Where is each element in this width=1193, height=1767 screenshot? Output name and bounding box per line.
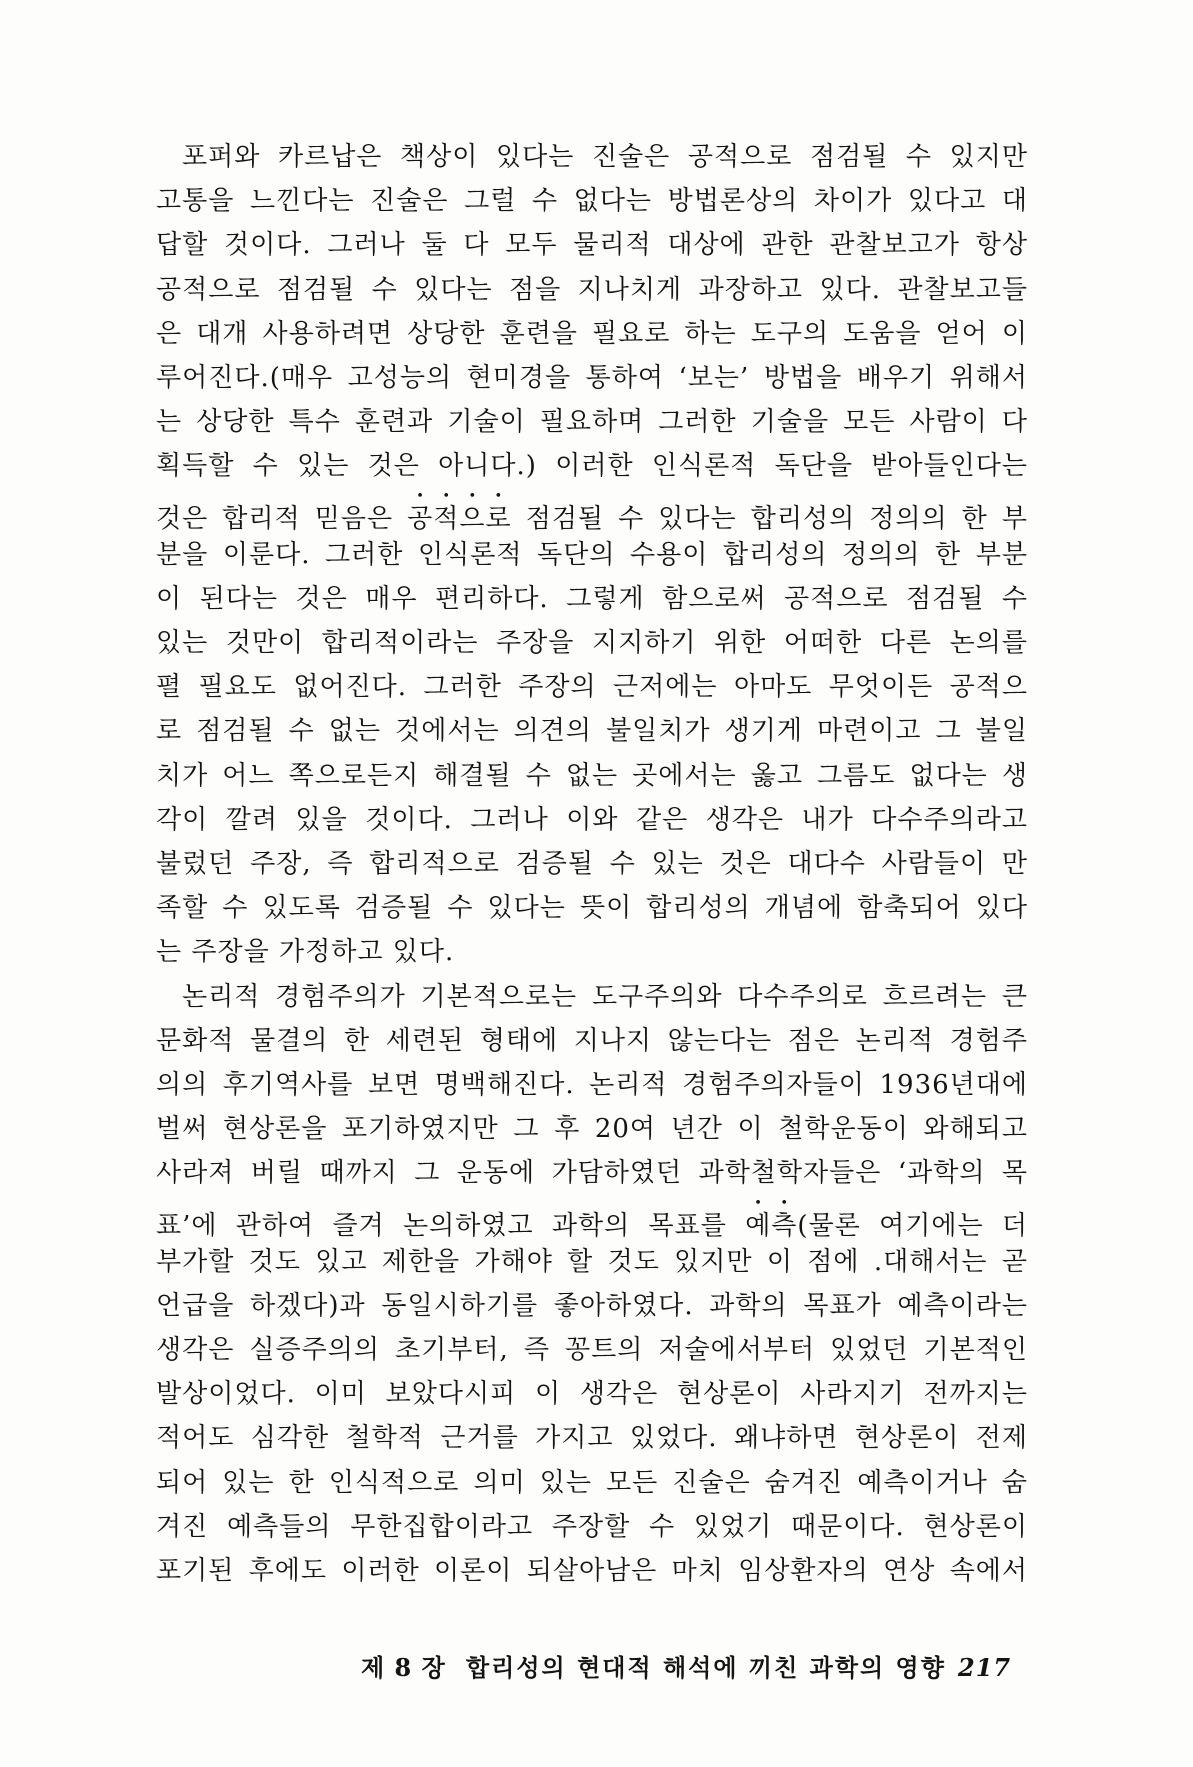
chapter-label: 제 8 장	[361, 1653, 446, 1682]
text-line: 발상이었다. 이미 보았다시피 이 생각은 현상론이 사라지기 전까지는	[156, 1379, 1028, 1410]
text-line: 족할 수 있도록 검증될 수 있다는 뜻이 합리성의 개념에 함축되어 있다	[156, 893, 1028, 924]
text-line: 불렀던 주장, 즉 합리적으로 검증될 수 있는 것은 대다수 사람들이 만	[156, 849, 1028, 879]
body-text	[156, 135, 1028, 1593]
text-line: 되어 있는 한 인식적으로 의미 있는 모든 진술은 숨겨진 예측이거나 숨	[156, 1467, 1028, 1498]
text-line: 벌써 현상론을 포기하였지만 그 후 20여 년간 이 철학운동이 와해되고	[156, 1114, 1028, 1145]
text-line: 공적으로 점검될 수 있다는 점을 지나치게 과장하고 있다. 관찰보고들	[156, 274, 1028, 305]
text-line: 있는 것만이 합리적이라는 주장을 지지하기 위한 어떠한 다른 논의를	[156, 628, 1028, 659]
emphasized-text: 예측	[745, 1210, 798, 1241]
text-line: 펼 필요도 없어진다. 그러한 주장의 근저에는 아마도 무엇이든 공적으	[156, 672, 1028, 703]
text-line: 각이 깔려 있을 것이다. 그러나 이와 같은 생각은 내가 다수주의라고	[156, 804, 1028, 835]
text-line: 언급을 하겠다)과 동일시하기를 좋아하였다. 과학의 목표가 예측이라는	[156, 1290, 1028, 1321]
text-line: 의의 후기역사를 보면 명백해진다. 논리적 경험주의자들이 1936년대에	[156, 1069, 1028, 1100]
page-number: 217	[958, 1653, 1012, 1682]
text-line: 는 주장을 가정하고 있다.	[156, 937, 455, 968]
text-line: 생각은 실증주의의 초기부터, 즉 꽁트의 저술에서부터 있었던 기본적인	[156, 1335, 1028, 1366]
text-line: 포퍼와 카르납은 책상이 있다는 진술은 공적으로 점검될 수 있지만	[182, 142, 1028, 172]
text-line: 겨진 예측들의 무한집합이라고 주장할 수 있었기 때문이다. 현상론이	[156, 1511, 1028, 1542]
text-line: 답할 것이다. 그러나 둘 다 모두 물리적 대상에 관한 관찰보고가 항상	[156, 230, 1028, 261]
text-line: 사라져 버릴 때까지 그 운동에 가담하였던 과학철학자들은 ‘과학의 목	[156, 1158, 1028, 1189]
emphasized-text: 공적으로	[407, 503, 512, 534]
text-line: 분을 이룬다. 그러한 인식론적 독단의 수용이 합리성의 정의의 한 부분	[156, 539, 1028, 570]
text-line: 획득할 수 있는 것은 아니다.) 이러한 인식론적 독단을 받아들인다는	[156, 451, 1028, 482]
text-line: 로 점검될 수 없는 것에서는 의견의 불일치가 생기게 마련이고 그 불일	[156, 716, 1028, 747]
text-line: 문화적 물결의 한 세련된 형태에 지나지 않는다는 점은 논리적 경험주	[156, 1025, 1028, 1056]
text-segment: (물론 여기에는 더	[797, 1210, 1028, 1241]
chapter-title: 합리성의 현대적 해석에 끼친 과학의 영향	[466, 1653, 946, 1682]
text-line: 루어진다.(매우 고성능의 현미경을 통하여 ‘보는’ 방법을 배우기 위해서	[156, 362, 1028, 393]
text-line: 고통을 느낀다는 진술은 그럴 수 없다는 방법론상의 차이가 있다고 대	[156, 186, 1028, 217]
text-segment: 것은 합리적 믿음은	[156, 503, 408, 534]
text-segment: 점검될 수 있다는 합리성의 정의의 한 부	[511, 503, 1028, 534]
text-line: 이 된다는 것은 매우 편리하다. 그렇게 함으로써 공적으로 점검될 수	[156, 583, 1028, 614]
paragraph	[156, 135, 1028, 975]
text-segment: 표’에 관하여 즐겨 논의하였고 과학의 목표를	[156, 1210, 746, 1241]
text-line: 부가할 것도 있고 제한을 가해야 할 것도 있지만 이 점에 .대해서는 곧	[156, 1246, 1028, 1277]
text-line: 은 대개 사용하려면 상당한 훈련을 필요로 하는 도구의 도움을 얻어 이	[156, 318, 1028, 349]
text-line	[156, 1196, 1028, 1240]
text-line: 논리적 경험주의가 기본적으로는 도구주의와 다수주의로 흐르려는 큰	[182, 981, 1028, 1012]
text-line	[156, 489, 1028, 533]
text-line: 치가 어느 쪽으로든지 해결될 수 없는 곳에서는 옳고 그름도 없다는 생	[156, 760, 1028, 791]
paragraph	[156, 975, 1028, 1594]
text-line: 포기된 후에도 이러한 이론이 되살아남은 마치 임상환자의 연상 속에서	[156, 1556, 1028, 1586]
text-line: 적어도 심각한 철학적 근거를 가지고 있었다. 왜냐하면 현상론이 전제	[156, 1423, 1028, 1454]
text-line: 는 상당한 특수 훈련과 기술이 필요하며 그러한 기술을 모든 사람이 다	[156, 407, 1028, 438]
